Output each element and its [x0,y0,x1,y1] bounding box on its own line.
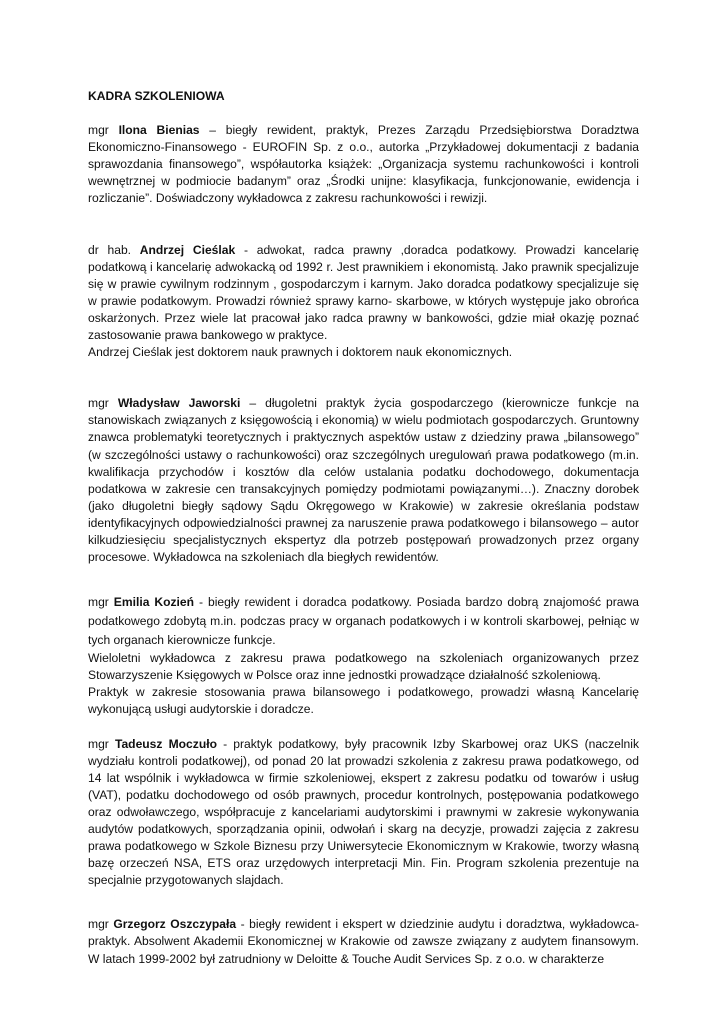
bio-grzegorz-oszczypala [88,916,639,967]
academic-title: mgr [88,917,114,932]
bio-tadeusz-moczulo [88,736,639,890]
bio-text: - adwokat, radca prawny ,doradca podatkowy. Prowadzi kancelarię podatkową i kancelarię adwokacką od 1992 r. Jest prawnikiem i ekonomistą. Jako prawnik specjalizuje się w prawie cywilnym rodzinnym , gospodarczym i karnym. Jako doradca podatkowy specjalizuje się w prawie podatkowym. Prowadzi również sprawy karno- skarbowe, w których występuje jako obrońca oskarżonych. Przez wiele lat pracował jako radca prawny w bankowości, gdzie miał okazję poznać zastosowanie prawa bankowego w praktyce. [88,242,639,343]
bio-emilia-kozien [88,593,639,650]
academic-title: mgr [88,123,119,138]
bio-text: – biegły rewident, praktyk, Prezes Zarządu Przedsiębiorstwa Doradztwa Ekonomiczno-Finansowego - EUROFIN Sp. z o.o., autorka „Przykładowej dokumentacji z badania sprawozdania finansowego”, współautorka książek: „Organizacja systemu rachunkowości i kontroli wewnętrznej w podmiocie badanym” oraz „Środki unijne: klasyfikacja, funkcjonowanie, ewidencja i rozliczanie”. Doświadczony wykładowca z zakresu rachunkowości i rewizji. [88,123,639,206]
bio-text: – długoletni praktyk życia gospodarczego (kierownicze funkcje na stanowiskach związanych z księgowością i ekonomią) w wielu podmiotach gospodarczych. Gruntowny znawca problematyki teoretycznych i praktycznych aspektów ustaw z dziedziny prawa „bilansowego” (w szczególności ustawy o rachunkowości) oraz szczególnych uregulowań prawa podatkowego (m.in. kwalifikacja przychodów i kosztów dla celów ustalania podatku dochodowego, dokumentacja podatkowa w zakresie cen transakcyjnych pomiędzy podmiotami powiązanymi…). Znaczny dorobek (jako długoletni biegły sądowy Sądu Okręgowego w Krakowie) w zakresie określania podstaw identyfikacyjnych odpowiedzialności prawnej za naruszenie prawa podatkowego i bilansowego – autor kilkudziesięciu specjalistycznych ekspertyz dla potrzeb postępowań prowadzonych przez organy procesowe. Wykładowca na szkoleniach dla biegłych rewidentów. [88,396,639,565]
person-name: Władysław Jaworski [117,396,241,411]
bio-text: - biegły rewident i doradca podatkowy. Posiada bardzo dobrą znajomość prawa podatkowego zdobytą m.in. podczas pracy w organach podatkowych i w kontroli skarbowej, pełniąc w tych organach kierownicze funkcje. [88,595,639,648]
person-name: Tadeusz Moczuło [114,736,217,751]
person-name: Ilona Bienias [118,123,200,138]
document-title: KADRA SZKOLENIOWA [88,89,225,103]
bio-wladyslaw-jaworski [88,395,639,566]
bio-ilona-bienias [88,122,639,207]
academic-title: mgr [88,595,114,610]
document-page [88,88,639,968]
bio-andrzej-cieslak [88,242,639,345]
bio-text: - praktyk podatkowy, były pracownik Izby Skarbowej oraz UKS (naczelnik wydziału kontroli podatkowej), od ponad 20 lat prowadzi szkolenia z zakresu prawa podatkowego, od 14 lat wspólnik i wykładowca w firmie szkoleniowej, ekspert z zakresu podatku od towarów i usług (VAT), podatku dochodowego od osób prawnych, procedur kontrolnych, postępowania podatkowego oraz odwoławczego, współpracuje z kancelariami audytorskimi i prawnymi w zakresie wykonywania audytów podatkowych, sporządzania opinii, odwołań i skarg na decyzje, prowadzi zajęcia z zakresu prawa podatkowego w Szkole Biznesu przy Uniwersytecie Ekonomicznym w Krakowie, tworzy własną bazę orzeczeń NSA, ETS oraz urzędowych interpretacji Min. Fin. Program szkolenia prezentuje na specjalnie przygotowanych slajdach. [88,736,640,888]
academic-title: dr hab. [88,242,140,257]
academic-title: mgr [88,736,115,751]
person-name: Grzegorz Oszczypała [113,917,237,932]
bio-text: - biegły rewident i ekspert w dziedzinie audytu i doradztwa, wykładowca- praktyk. Absolwent Akademii Ekonomicznej w Krakowie od zawsze związany z audytem finansowym. W latach 1999-2002 był zatrudniony w Deloitte & Touche Audit Services Sp. z o.o. w charakterze [88,917,639,966]
bio-emilia-kozien-note: Wieloletni wykładowca z zakresu prawa podatkowego na szkoleniach organizowanych przez Stowarzyszenie Księgowych w Polsce oraz inne jednostki prowadzące działalność szkoleniową. [88,651,639,683]
person-name: Emilia Kozień [113,595,195,610]
bio-andrzej-cieslak-note: Andrzej Cieślak jest doktorem nauk prawnych i doktorem nauk ekonomicznych. [88,345,513,360]
academic-title: mgr [88,396,118,411]
person-name: Andrzej Cieślak [139,242,236,257]
bio-emilia-kozien-note-2: Praktyk w zakresie stosowania prawa bilansowego i podatkowego, prowadzi własną Kancelarię wykonującą usługi audytorskie i doradcze. [88,685,639,717]
